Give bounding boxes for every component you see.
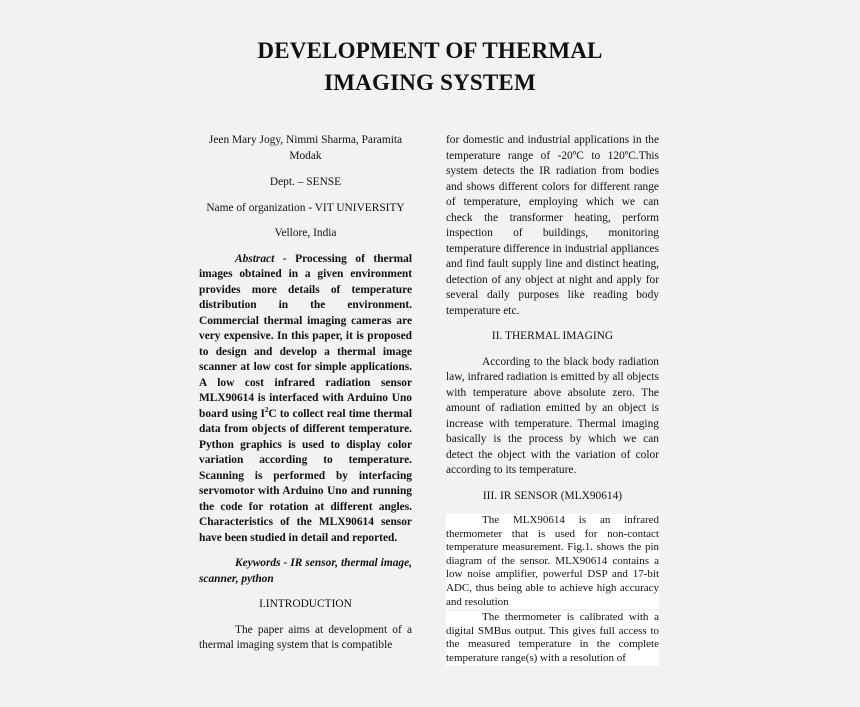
- abstract-text-2: C to collect real time thermal data from objects of different temperature. Python graphics is used to display color variation according to temperature. Scanning is performed by interfacing servomotor with Arduino Uno and running the code for rotation at different angles. Characteristics of the MLX90614 sensor have been studied in detail and reported.: [199, 407, 412, 544]
- ir-sensor-text-1: The MLX90614 is an infrared thermometer that is used for non-contact temperature measurement. Fig.1. shows the pin diagram of the sensor. MLX90614 contains a low noise amplifier, powerful DSP and 17-bit ADC, thus being able to achieve high accuracy and resolution: [446, 514, 659, 608]
- author-names: Jeen Mary Jogy, Nimmi Sharma, Paramita Modak: [208, 134, 403, 162]
- ir-sensor-heading: III. IR SENSOR (MLX90614): [482, 489, 623, 502]
- abstract-text-1: - Processing of thermal images obtained in a given environment provides more details of temperature distribution in the environment. Commercial thermal imaging cameras are very expensive. In this paper, it is proposed to design and develop a thermal image scanner at low cost for simple applications. A low cost infrared radiation sensor MLX90614 is interfaced with Arduino Uno board using I: [199, 252, 412, 420]
- paper-title-line1: DEVELOPMENT OF THERMAL: [257, 38, 603, 63]
- author-org: Name of organization - VIT UNIVERSITY: [206, 201, 405, 214]
- author-dept: Dept. – SENSE: [269, 176, 342, 188]
- left-column: [199, 133, 412, 654]
- abstract-paragraph: [199, 252, 412, 547]
- intro-heading: I.INTRODUCTION: [259, 598, 352, 610]
- author-location: Vellore, India: [274, 227, 337, 239]
- intro-continuation: for domestic and industrial applications in the temperature range of -20ºC to 120ºC.This system detects the IR radiation from bodies and shows different colors for different range of temperature, employing which we can check the transformer heating, perform inspection of buildings, monitoring temperature difference in industrial appliances and find fault supply line and distinct heating, detection of any object at night and apply for several daily purposes like reading body temperature etc.: [446, 134, 659, 317]
- abstract-superscript: 2: [264, 405, 269, 414]
- abstract-label: Abstract: [235, 252, 275, 265]
- thermal-imaging-heading: II. THERMAL IMAGING: [491, 330, 614, 342]
- ir-sensor-text-2: The thermometer is calibrated with a digital SMBus output. This gives full access to the measured temperature in the complete temperature range(s) with a resolution of: [446, 611, 659, 664]
- paper-title-line2: IMAGING SYSTEM: [324, 70, 536, 95]
- thermal-imaging-text: According to the black body radiation law, infrared radiation is emitted by all objects with temperature above absolute zero. The amount of radiation emitted by an object is increase with temperature. Thermal imaging basically is the process by which we can detect the object with the variation of color according to its temperature.: [446, 355, 659, 476]
- intro-text: The paper aims at development of a thermal imaging system that is compatible: [199, 623, 412, 651]
- keywords: Keywords - IR sensor, thermal image, scanner, python: [199, 557, 412, 585]
- right-column: [446, 133, 659, 666]
